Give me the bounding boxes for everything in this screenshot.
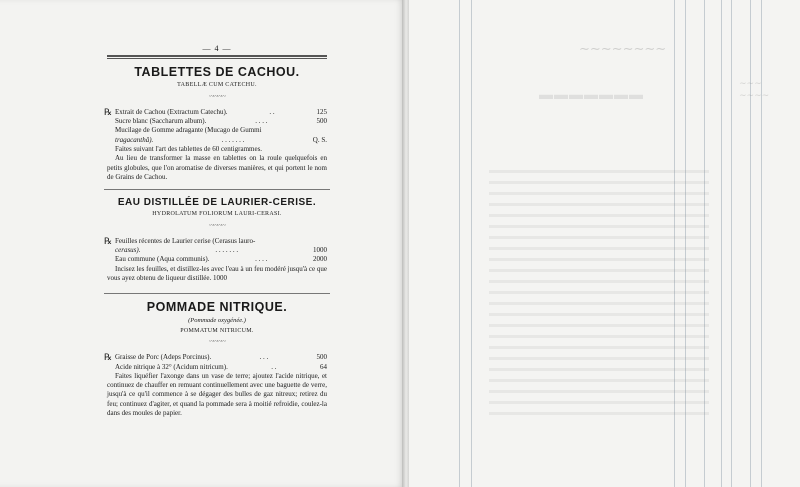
ingredient-qty: 64 [319, 362, 327, 371]
page-content [104, 44, 327, 418]
ornament-divider: 〰〰〰〰 [208, 223, 225, 229]
ingredient-row [107, 246, 327, 255]
recipe-symbol: ℞ [104, 235, 113, 246]
ledger-line [750, 0, 751, 487]
ledger-line [471, 0, 472, 487]
ingredient-name: Graisse de Porc (Adeps Porcinus). [115, 353, 212, 362]
ledger-line [459, 0, 460, 487]
section-latin-title: TABELLÆ CUM CATECHU. [177, 82, 257, 89]
section-title: POMMADE NITRIQUE. [146, 300, 288, 315]
leader-dots: . . . . . . . [215, 246, 239, 255]
handwriting-mark: ∼∼∼ ∼∼∼∼ [739, 79, 770, 101]
recipe-symbol: ℞ [104, 106, 113, 117]
ledger-line [761, 0, 762, 487]
right-page [409, 0, 800, 487]
ingredient-row [107, 363, 327, 372]
leader-dots: . . . . [255, 117, 268, 126]
bleed-through-heading: ▬▬▬▬▬▬▬ [539, 88, 644, 103]
ingredient-qty: 2000 [312, 255, 327, 264]
section-title: EAU DISTILLÉE DE LAURIER-CERISE. [117, 197, 317, 209]
ledger-line [731, 0, 732, 487]
section-latin-title: POMMATUM NITRICUM. [180, 327, 254, 334]
instruction-text: Faites liquéfier l'axonge dans un vase de terre; ajoutez l'acide nitrique, et continuez de chauffer en remuant continuellement avec une baguette de verre, jusqu'à ce qu'il commence à se dégager des bulles de gaz nitreux; retirez du feu; continuez d'agiter, et quand la pommade sera à moitié refroidie, coulez-la dans des moules de papier. [107, 371, 327, 418]
ingredient-qty: 1000 [313, 246, 327, 255]
handwriting-mark: ∼∼∼∼∼∼∼∼ [579, 42, 667, 57]
section-latin-title: HYDROLATUM FOLIORUM LAURI-CERASI. [152, 211, 282, 218]
top-rule [107, 55, 327, 59]
page-number: — 4 — [202, 44, 232, 53]
ornament-divider: 〰〰〰〰 [208, 94, 225, 100]
instruction-text: Incisez les feuilles, et distillez-les avec l'eau à un feu modéré jusqu'à ce que vous ayez obtenu de liqueur distillée. 1000 [107, 264, 327, 283]
bleed-through-text [489, 170, 709, 423]
ingredient-row [104, 352, 327, 363]
leader-dots: . . . . . . . [221, 135, 245, 144]
leader-dots: . . . . [255, 255, 268, 264]
ingredient-name: Eau commune (Aqua communis). [115, 255, 210, 264]
ingredient-name: Feuilles récentes de Laurier cerise (Cerasus lauro- [115, 236, 256, 245]
ingredient-name: cerasus). [115, 246, 141, 255]
section-divider [104, 189, 330, 190]
ornament-divider: 〰〰〰〰 [208, 339, 225, 345]
leader-dots: . . . [259, 353, 269, 362]
ingredient-name: Sucre blanc (Saccharum album). [115, 117, 207, 126]
ingredient-qty: 500 [316, 117, 327, 126]
section-title: TABLETTES DE CACHOU. [134, 65, 300, 80]
ingredient-name: Extrait de Cachou (Extractum Catechu). [115, 107, 228, 116]
ingredient-row [104, 106, 327, 117]
ingredient-qty: 500 [316, 353, 327, 362]
ingredient-name: Mucilage de Gomme adragante (Mucago de Gummi [115, 126, 262, 135]
section-divider [104, 293, 330, 294]
ingredient-name: tragacanthâ). [115, 135, 154, 144]
instruction-text: Au lieu de transformer la masse en tablettes on la roule quelquefois en petits globules, que l'on aromatise de diverses manières, et qui portent le nom de Grains de Cachou. [107, 154, 327, 181]
ledger-line [721, 0, 722, 487]
ingredient-row [107, 126, 327, 135]
ingredient-qty: 125 [316, 107, 327, 116]
leader-dots: . . [269, 107, 275, 116]
leader-dots: . . [271, 362, 277, 371]
ingredient-qty: Q. S. [312, 135, 327, 144]
ingredient-row [107, 136, 327, 145]
instruction-text: Faites suivant l'art des tablettes de 60 centigrammes. [115, 145, 263, 154]
ingredient-row [107, 255, 327, 264]
ingredient-name: Acide nitrique à 32° (Acidum nitricum). [115, 362, 228, 371]
ingredient-row [104, 235, 327, 246]
section-subtitle: (Pommade oxygénée.) [188, 317, 246, 325]
recipe-symbol: ℞ [104, 352, 113, 363]
ingredient-row [107, 117, 327, 126]
